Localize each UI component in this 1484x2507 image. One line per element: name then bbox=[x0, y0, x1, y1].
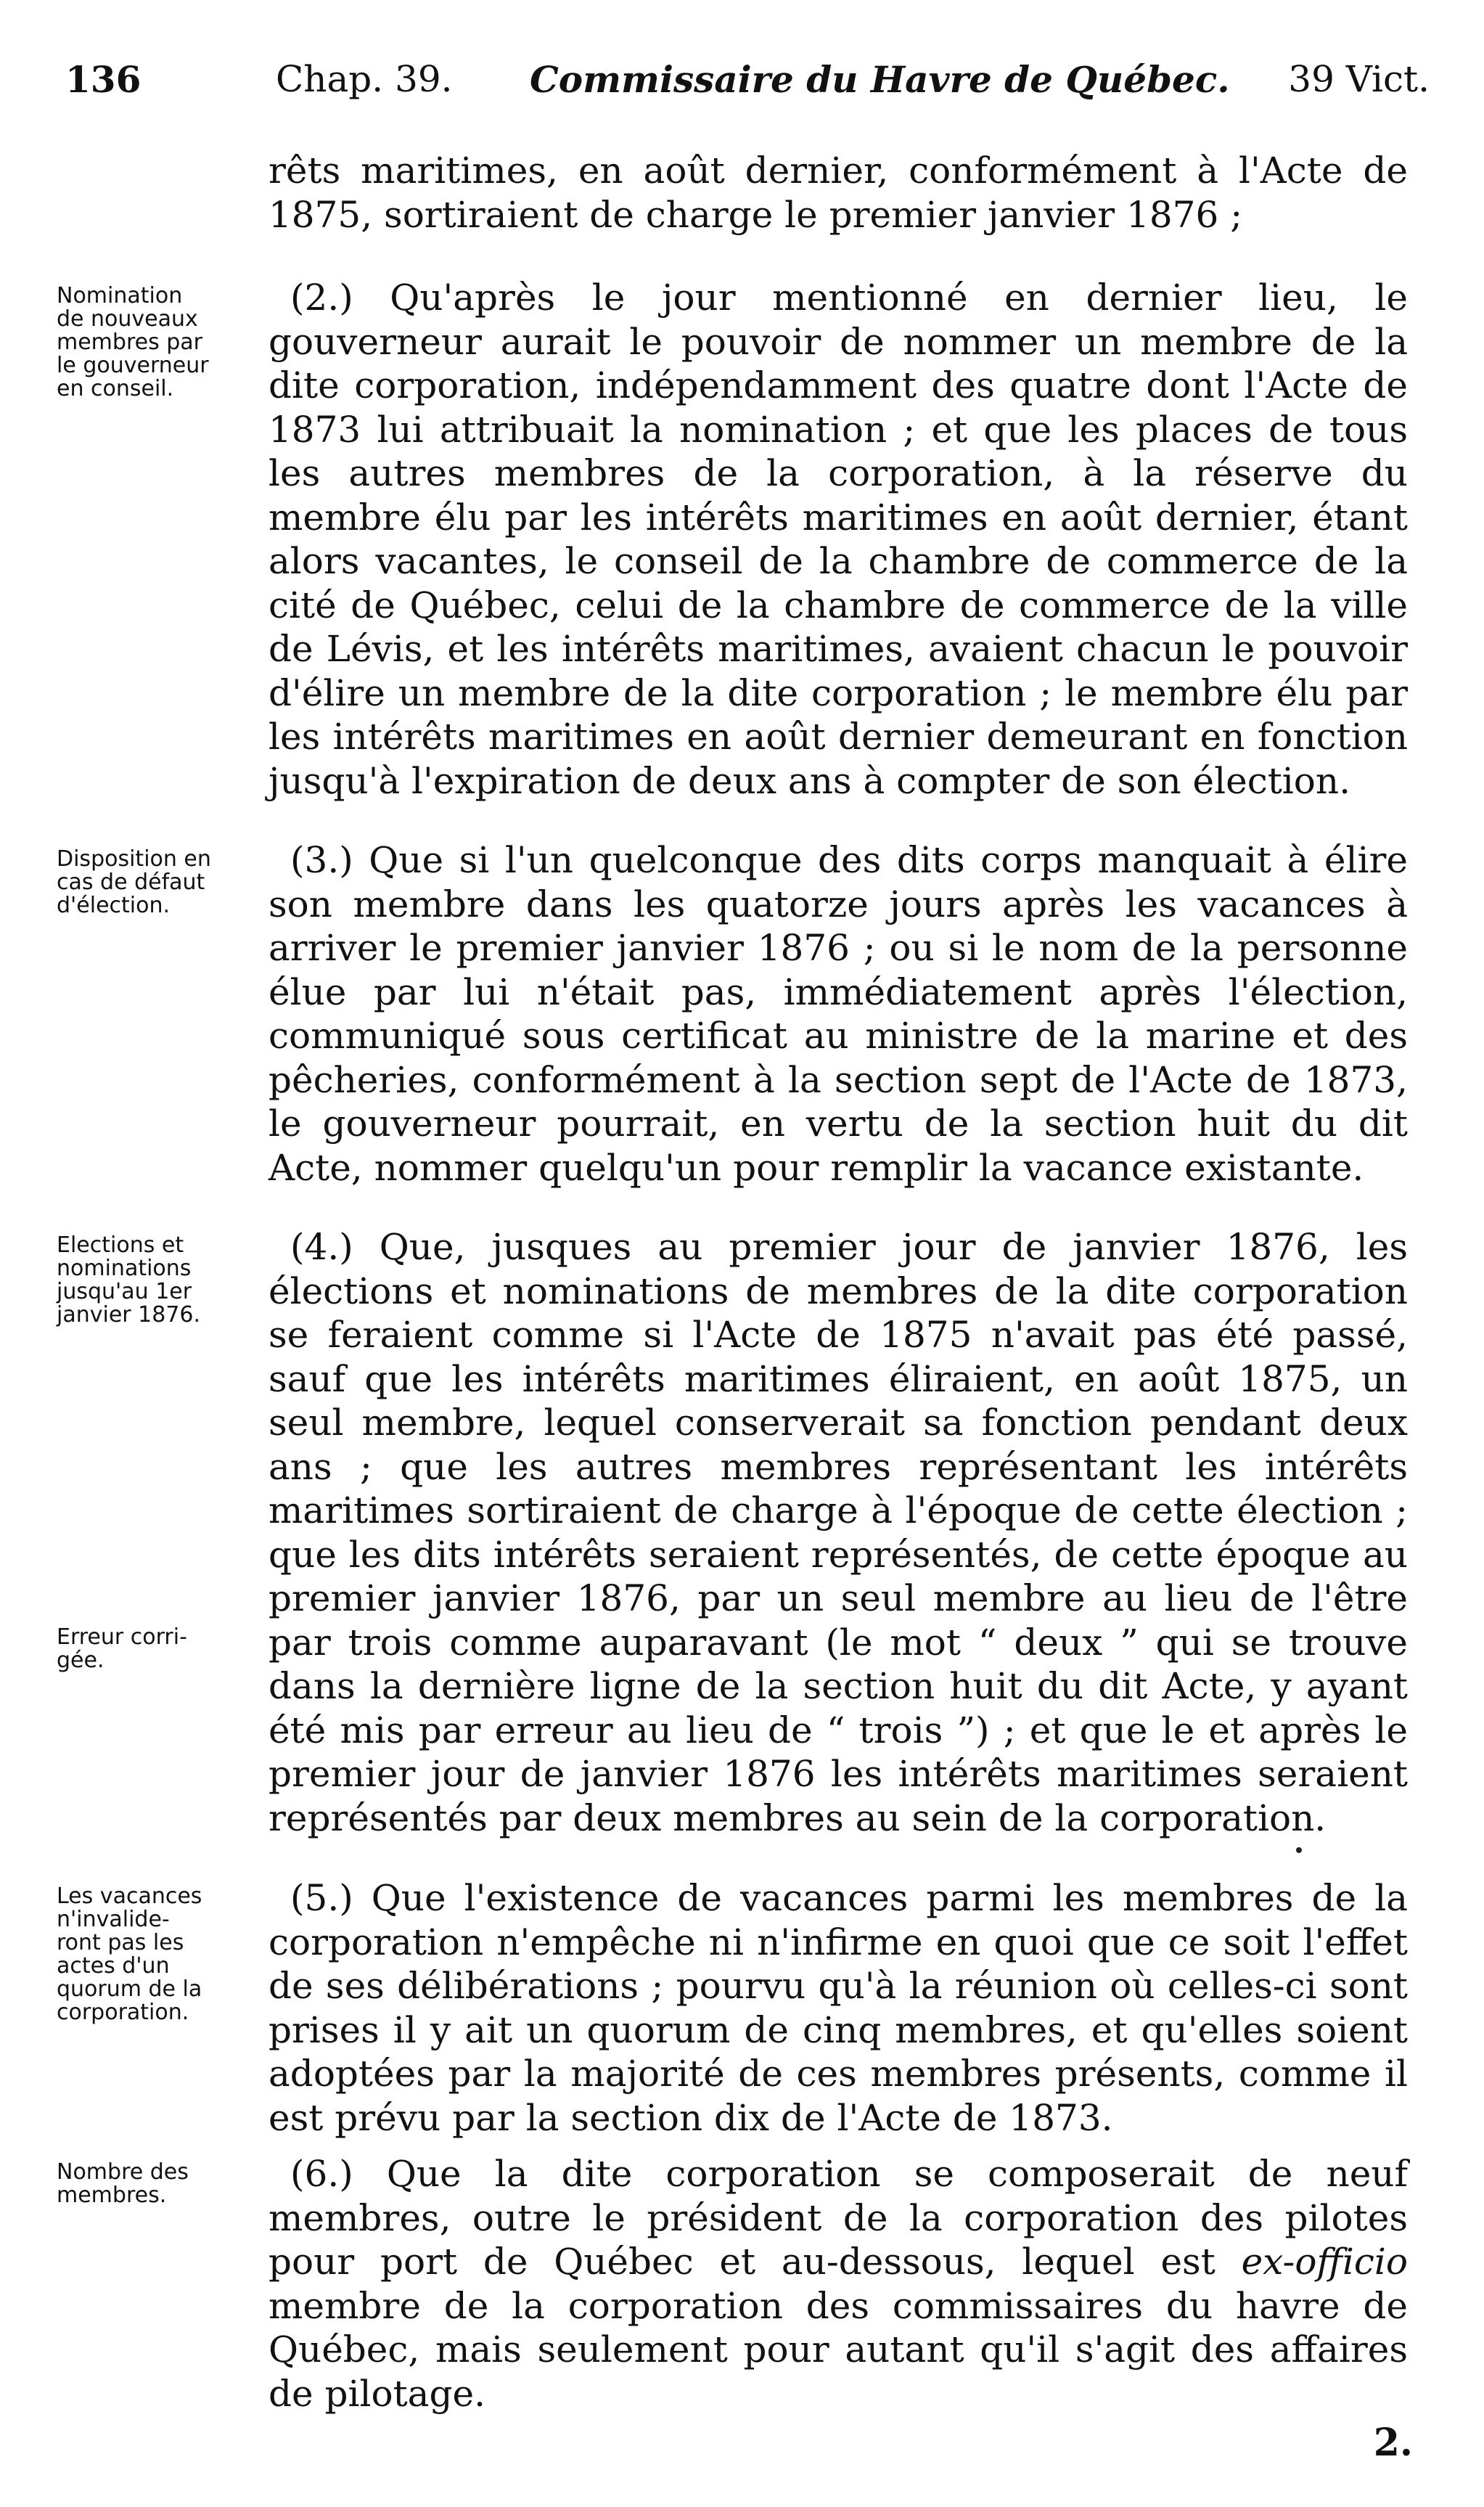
margin-note-line: janvier 1876. bbox=[57, 1302, 201, 1328]
margin-note-line: membres par bbox=[57, 330, 203, 355]
paragraph-6 bbox=[268, 2152, 1408, 2416]
reign-label: 39 Vict. bbox=[1288, 58, 1430, 100]
margin-note-nombre bbox=[57, 2161, 253, 2207]
margin-note-elections bbox=[57, 1234, 253, 1327]
margin-note-line: actes d'un bbox=[57, 1953, 170, 1979]
margin-note-line: ront pas les bbox=[57, 1930, 184, 1955]
margin-note-line: le gouverneur bbox=[57, 353, 209, 378]
paragraph-text: Que l'existence de vacances parmi les membres de la corporation n'empêche ni n'infirme en quoi que ce soit l'effet de ses délibérations ; pourvu qu'à la réunion où celles-ci sont prises il y ait un quorum de cinq membres, et qu'elles soient adoptées par la majorité de ces membres présents, comme il est prévu par la section dix de l'Acte de 1873. bbox=[268, 1877, 1408, 2139]
margin-note-line: Disposition en bbox=[57, 846, 211, 872]
margin-note-line: corporation. bbox=[57, 2000, 189, 2025]
margin-note-line: quorum de la bbox=[57, 1976, 202, 2002]
running-header bbox=[65, 58, 1430, 109]
margin-note-line: Les vacances bbox=[57, 1884, 202, 1909]
margin-note-line: de nouveaux bbox=[57, 306, 198, 332]
paragraph-text: Qu'après le jour mentionné en dernier lieu, le gouverneur aurait le pouvoir de nommer un membre de la dite corporation, indépendamment des quatre dont l'Acte de 1873 lui attribuait la nomination ; et que les places de tous les autres membres de la corporation, à la réserve du membre élu par les intérêts maritimes en août dernier, étant alors vacantes, le conseil de la chambre de commerce de la cité de Québec, celui de la chambre de commerce de la ville de Lévis, et les intérêts maritimes, avaient chacun le pouvoir d'élire un membre de la dite corporation ; le membre élu par les intérêts maritimes en août dernier demeurant en fonction jusqu'à l'expiration de deux ans à compter de son élection. bbox=[268, 277, 1408, 802]
page-number: 136 bbox=[65, 58, 142, 101]
continuation-paragraph: rêts maritimes, en août dernier, conformément à l'Acte de 1875, sortiraient de charge le premier janvier 1876 ; bbox=[268, 150, 1408, 236]
paragraph-2 bbox=[268, 276, 1408, 803]
margin-note-erreur bbox=[57, 1626, 253, 1672]
margin-note-line: n'invalide- bbox=[57, 1907, 170, 1932]
paragraph-text: membre de la corporation des commissaires du havre de Québec, mais seulement pour autant qu'il s'agit des affaires de pilotage. bbox=[268, 2284, 1408, 2415]
paragraph-3 bbox=[268, 838, 1408, 1190]
margin-note-line: d'élection. bbox=[57, 893, 171, 918]
paragraph-italic: ex-officio bbox=[1241, 2241, 1408, 2283]
chapter-label: Chap. 39. bbox=[276, 58, 453, 100]
margin-note-line: Erreur corri- bbox=[57, 1624, 187, 1650]
margin-note-line: nominations bbox=[57, 1256, 192, 1281]
margin-note-disposition bbox=[57, 848, 253, 917]
paragraph-number: (6.) bbox=[290, 2153, 353, 2195]
paragraph-text: Que, jusques au premier jour de janvier 1876, les élections et nominations de membres de la dite corporation se feraient comme si l'Acte de 1875 n'avait pas été passé, sauf que les intérêts maritimes éliraient, en août 1875, un seul membre, lequel conserverait sa fonction pendant deux ans ; que les autres membres représentant les intérêts maritimes sortiraient de charge à l'époque de cette élection ; que les dits intérêts seraient représentés, de cette époque au premier janvier 1876, par un seul membre au lieu de l'être par trois comme auparavant (le mot “ deux ” qui se trouve dans la dernière ligne de la section huit du dit Acte, y ayant été mis par erreur au lieu de “ trois ”) ; et que le et après le premier jour de janvier 1876 les intérêts maritimes seraient représentés par deux membres au sein de la corporation. bbox=[268, 1226, 1408, 1839]
paragraph-5 bbox=[268, 1876, 1408, 2140]
paragraph-text: Que la dite corporation se composerait de neuf membres, outre le président de la corporation des pilotes pour port de Québec et au-dessous, lequel est bbox=[268, 2153, 1408, 2283]
paragraph-text: Que si l'un quelconque des dits corps manquait à élire son membre dans les quatorze jours après les vacances à arriver le premier janvier 1876 ; ou si le nom de la personne élue par lui n'était pas, immédiatement après l'élection, communiqué sous certificat au ministre de la marine et des pêcheries, conformément à la section sept de l'Acte de 1873, le gouverneur pourrait, en vertu de la section huit du dit Acte, nommer quelqu'un pour remplir la vacance existante. bbox=[268, 839, 1408, 1189]
margin-note-line: gée. bbox=[57, 1648, 104, 1673]
ink-speck bbox=[1296, 1847, 1302, 1853]
margin-note-line: Elections et bbox=[57, 1232, 184, 1258]
signature-mark: 2. bbox=[1373, 2421, 1413, 2465]
margin-note-line: Nomination bbox=[57, 283, 183, 308]
paragraph-4 bbox=[268, 1225, 1408, 1840]
running-title: Commissaire du Havre de Québec. bbox=[530, 58, 1230, 101]
paragraph-number: (2.) bbox=[290, 277, 353, 319]
margin-note-line: membres. bbox=[57, 2183, 167, 2208]
margin-note-vacances bbox=[57, 1885, 253, 2024]
paragraph-number: (3.) bbox=[290, 839, 353, 881]
margin-note-nomination bbox=[57, 285, 253, 401]
margin-note-line: Nombre des bbox=[57, 2159, 189, 2185]
margin-note-line: jusqu'au 1er bbox=[57, 1279, 192, 1304]
margin-note-line: cas de défaut bbox=[57, 870, 205, 895]
margin-note-line: en conseil. bbox=[57, 376, 174, 401]
paragraph-number: (5.) bbox=[290, 1877, 353, 1919]
paragraph-number: (4.) bbox=[290, 1226, 353, 1268]
